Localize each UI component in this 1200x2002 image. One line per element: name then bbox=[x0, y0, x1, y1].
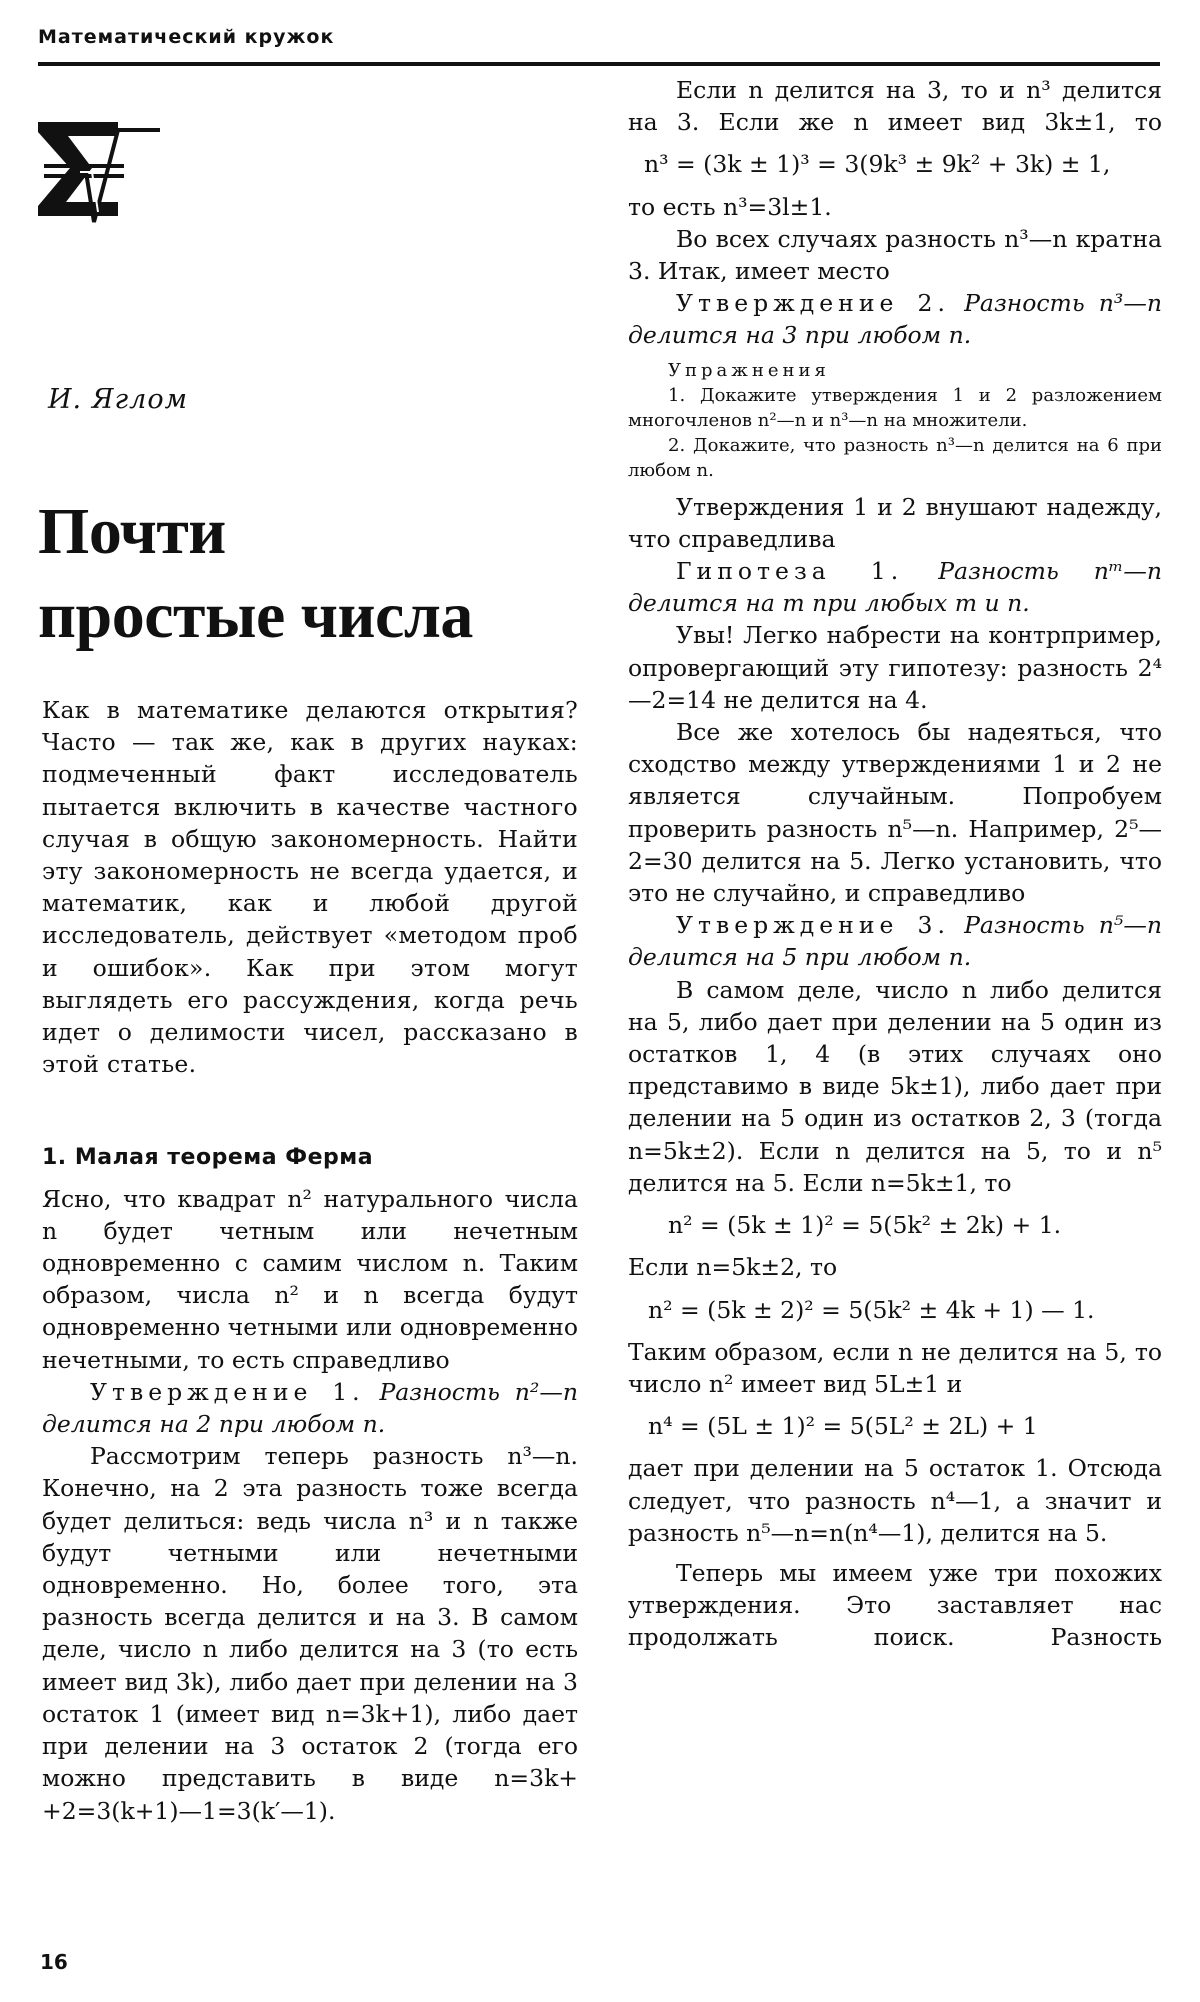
paragraph: Во всех случаях разность n³—n кратна 3. Итак, имеет место bbox=[628, 224, 1162, 286]
paragraph: Увы! Легко набрести на контрпример, опровергающий эту гипотезу: разность 2⁴—2=14 не делится на 4. bbox=[628, 621, 1162, 714]
paragraph: Если n делится на 3, то и n³ делится на 3. Если же n имеет вид 3k±1, то bbox=[628, 76, 1162, 137]
article-author: И. Яглом bbox=[48, 384, 188, 415]
paragraph: Утверждения 1 и 2 внушают надежду, что справедлива bbox=[628, 492, 1162, 553]
header-rule bbox=[38, 62, 1160, 66]
sigma-root-logo-icon bbox=[34, 112, 164, 227]
paragraph: то есть n³=3l±1. bbox=[628, 192, 832, 221]
paragraph: В самом деле, число n либо делится на 5, либо дает при делении на 5 один из остатков 1, 4 (в этих случаях оно представимо в виде 5k±1), либо дает при делении на 5 один из остатков 2, 3 (тогда n=5k±2). Если n делится на 5, то и n⁵ делится на 5. Если n=5k±1, то bbox=[628, 975, 1162, 1197]
paragraph: Рассмотрим теперь разность n³—n. Конечно, на 2 эта разность тоже всегда будет делиться: ведь числа n³ и n также будут четными или нечетными одновременно. Но, более того, эта разность всегда делится и на 3. В самом деле, число n либо делится на 3 (то есть имеет вид 3k), либо дает при делении на 3 остаток 1 (имеет вид n=3k+1), либо дает при делении на 3 остаток 2 (тогда его можно представить в виде n=3k+ +2=3(k+1)—1=3(k′—1). bbox=[42, 1442, 578, 1825]
right-column bbox=[628, 74, 1162, 1654]
formula: n⁴ = (5L ± 1)² = 5(5L² ± 2L) + 1 bbox=[648, 1412, 1038, 1441]
paragraph: Ясно, что квадрат n² натурального числа n будет четным или нечетным одновременно с самим числом n. Таким образом, числа n² и n всегда будут одновременно четными или одновременно нечетными, то есть справедливо bbox=[42, 1184, 578, 1374]
exercise-1: 1. Докажите утверждения 1 и 2 разложением многочленов n²—n и n³—n на множители. bbox=[628, 384, 1162, 431]
formula: n² = (5k ± 2)² = 5(5k² ± 4k + 1) — 1. bbox=[648, 1295, 1095, 1324]
section-heading: 1. Малая теорема Ферма bbox=[42, 1145, 374, 1171]
statement-label: Утверждение 3. bbox=[676, 911, 950, 940]
hypothesis-1 bbox=[628, 555, 1162, 619]
statement-label: Утверждение 2. bbox=[676, 289, 950, 318]
title-line-2: простые числа bbox=[38, 579, 473, 652]
statement-label: Утверждение 1. bbox=[90, 1377, 365, 1406]
page-number: 16 bbox=[40, 1950, 68, 1974]
left-column bbox=[42, 694, 578, 1827]
exercises-block bbox=[628, 358, 1162, 483]
hypothesis-label: Гипотеза 1. bbox=[676, 557, 904, 586]
statement-2 bbox=[628, 287, 1162, 351]
paragraph: дает при делении на 5 остаток 1. Отсюда следует, что разность n⁴—1, а значит и разность n⁵—n=n(n⁴—1), делится на 5. bbox=[628, 1454, 1162, 1547]
paragraph: Если n=5k±2, то bbox=[628, 1253, 838, 1282]
paragraph: Теперь мы имеем уже три похожих утверждения. Это заставляет нас продолжать поиск. Разность bbox=[628, 1558, 1162, 1652]
exercise-2: 2. Докажите, что разность n³—n делится на 6 при любом n. bbox=[628, 434, 1162, 481]
statement-1 bbox=[42, 1376, 578, 1440]
statement-text: Разность n²—n делится на 2 при любом n. bbox=[42, 1377, 578, 1439]
statement-text: Разность n⁵—n делится на 5 при любом n. bbox=[628, 911, 1162, 972]
statement-3 bbox=[628, 909, 1162, 973]
hypothesis-text: Разность nᵐ—n делится на m при любых m и n. bbox=[628, 557, 1162, 618]
intro-paragraph: Как в математике делаются открытия? Часто — так же, как в других науках: подмеченный факт исследователь пытается включить в качестве частного случая в общую закономерность. Найти эту закономерность не всегда удается, и математик, как и любой другой исследователь, действует «методом проб и ошибок». Как при этом могут выглядеть его рассуждения, когда речь идет о делимости чисел, рассказано в этой статье. bbox=[42, 696, 578, 1079]
paragraph: Таким образом, если n не делится на 5, то число n² имеет вид 5L±1 и bbox=[628, 1337, 1162, 1398]
statement-text: Разность n³—n делится на 3 при любом n. bbox=[628, 289, 1162, 350]
formula: n³ = (3k ± 1)³ = 3(9k³ ± 9k² + 3k) ± 1, bbox=[644, 150, 1111, 179]
article-title bbox=[38, 490, 558, 658]
paragraph: Все же хотелось бы надеяться, что сходство между утверждениями 1 и 2 не является случайным. Попробуем проверить разность n⁵—n. Например, 2⁵—2=30 делится на 5. Легко установить, что это не случайно, и справедливо bbox=[628, 718, 1162, 908]
exercises-heading: Упражнения bbox=[668, 359, 830, 381]
formula: n² = (5k ± 1)² = 5(5k² ± 2k) + 1. bbox=[668, 1211, 1062, 1240]
title-line-1: Почти bbox=[38, 495, 226, 568]
section-header: Математический кружок bbox=[38, 26, 335, 48]
